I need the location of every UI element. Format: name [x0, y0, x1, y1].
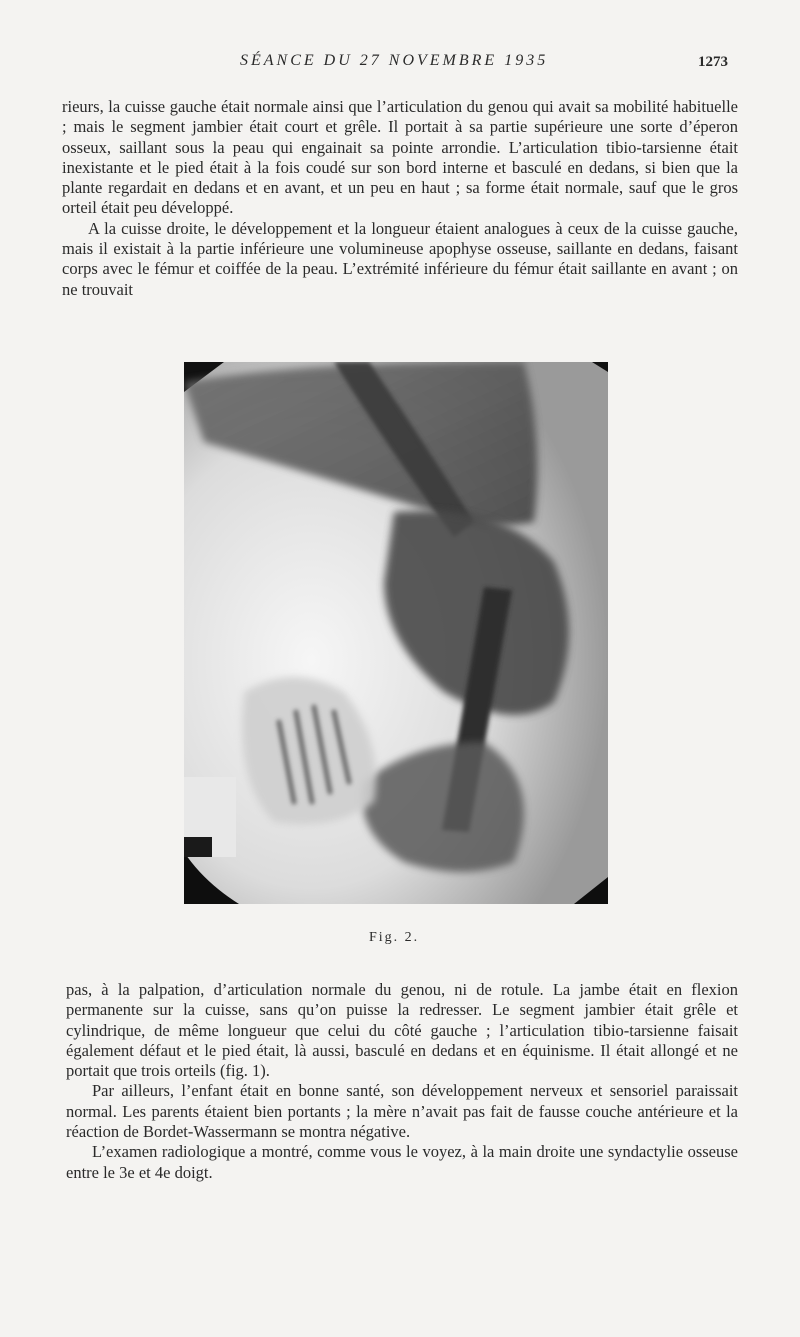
paragraph: L’examen radiologique a montré, comme vous le voyez, à la main droite une syndactylie osseuse entre le 3e et 4e doigt. [66, 1142, 738, 1182]
paragraph: A la cuisse droite, le développement et la longueur étaient analogues à ceux de la cuisse gauche, mais il existait à la partie inférieure une volumineuse apophyse osseuse, saillante en dedans, faisant corps avec le fémur et coiffée de la peau. L’extrémité inférieure du fémur était saillante en avant ; on ne trouvait [62, 218, 738, 299]
body-text-top [62, 97, 738, 300]
radiograph-image [184, 362, 608, 904]
radiograph-figure [184, 362, 608, 904]
page-number: 1273 [698, 54, 728, 70]
paragraph: Par ailleurs, l’enfant était en bonne santé, son développement nerveux et sensoriel paraissait normal. Les parents étaient bien portants ; la mère n’avait pas fait de fausse couche antérieure et la réaction de Bordet-Wassermann se montra négative. [66, 1081, 738, 1142]
paragraph: rieurs, la cuisse gauche était normale ainsi que l’articulation du genou qui avait sa mobilité habituelle ; mais le segment jambier était court et grêle. Il portait à sa partie supérieure une sorte d’éperon osseux, saillant sous la peau qui engainait sa pointe arrondie. L’articulation tibio-tarsienne était inexistante et le pied était à la fois coudé sur son bord interne et basculé en dedans, si bien que la plante regardait en dedans et en avant, et un peu en haut ; sa forme était normale, sauf que le gros orteil était peu développé. [62, 97, 738, 218]
body-text-bottom [66, 980, 738, 1183]
paragraph: pas, à la palpation, d’articulation normale du genou, ni de rotule. La jambe était en flexion permanente sur la cuisse, sans qu’on puisse la redresser. Le segment jambier était grêle et cylindrique, de même longueur que celui du côté gauche ; l’articulation tibio-tarsienne faisait également défaut et le pied était, là aussi, basculé en dedans et en équinisme. Il était allongé et ne portait que trois orteils (fig. 1). [66, 980, 738, 1081]
figure-caption: Fig. 2. [369, 930, 420, 945]
running-head: SÉANCE DU 27 NOVEMBRE 1935 [240, 52, 549, 69]
